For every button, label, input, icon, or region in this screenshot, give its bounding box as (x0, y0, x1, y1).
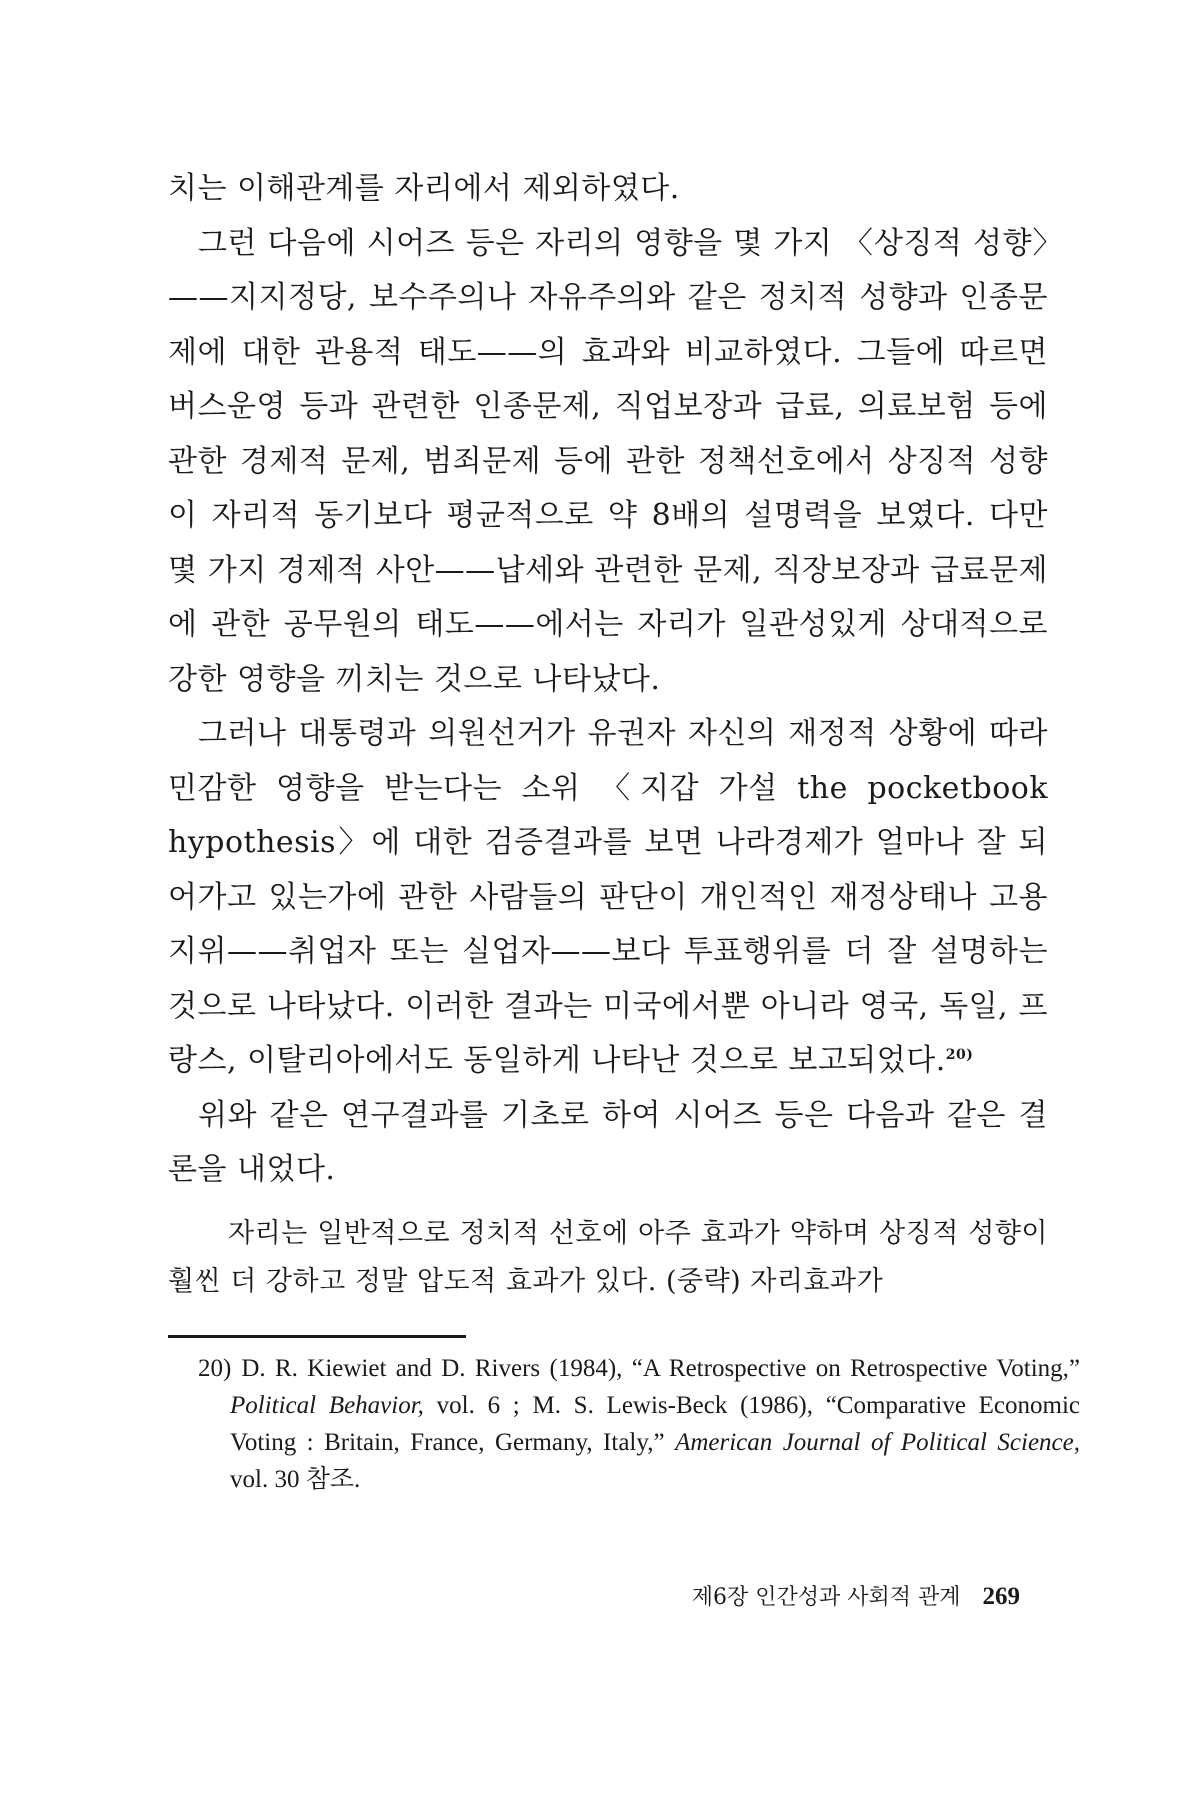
footnote-number: 20) (198, 1355, 232, 1382)
footnote-text: vol. 6 ; M. S. Lewis-Beck (1986), “Comparative Economic Voting : Britain, France, Germany, Italy,” (230, 1392, 1080, 1456)
running-footer (692, 1580, 1020, 1611)
block-quote: 자리는 일반적으로 정치적 선호에 아주 효과가 약하며 상징적 성향이 훨씬 더 강하고 정말 압도적 효과가 있다. (중략) 자리효과가 (168, 1218, 1048, 1297)
paragraph: 위와 같은 연구결과를 기초로 하여 시어즈 등은 다음과 같은 결론을 내었다. (168, 1097, 1048, 1187)
paragraph: 그런 다음에 시어즈 등은 자리의 영향을 몇 가지 〈상징적 성향〉——지지정당, 보수주의나 자유주의와 같은 정치적 성향과 인종문제에 대한 관용적 태도——의 효과와 비교하였다. 그들에 따르면 버스운영 등과 관련한 인종문제, 직업보장과 급료, 의료보험 등에 관한 경제적 문제, 범죄문제 등에 관한 정책선호에서 상징적 성향이 자리적 동기보다 평균적으로 약 8배의 설명력을 보였다. 다만 몇 가지 경제적 사안——납세와 관련한 문제, 직장보장과 급료문제에 관한 공무원의 태도——에서는 자리가 일관성있게 상대적으로 강한 영향을 끼치는 것으로 나타났다. (168, 225, 1048, 697)
chapter-title: 제6장 인간성과 사회적 관계 (691, 1585, 961, 1610)
footnote-reference: 20) (945, 1047, 974, 1063)
page-number: 269 (982, 1583, 1020, 1610)
main-text (168, 162, 1048, 1198)
journal-title: American Journal of Political Science, (675, 1429, 1080, 1456)
journal-title: Political Behavior, (230, 1392, 424, 1419)
paragraph: 치는 이해관계를 자리에서 제외하였다. (168, 171, 680, 206)
footnote (198, 1350, 1080, 1498)
paragraph (168, 707, 1048, 1089)
footnote-divider (168, 1335, 466, 1338)
footnote-text: vol. 30 참조. (230, 1466, 361, 1493)
paragraph-text: 그러나 대통령과 의원선거가 유권자 자신의 재정적 상황에 따라 민감한 영향을 받는다는 소위 〈지갑 가설 the pocketbook hypothesis〉에 대한 검증결과를 보면 나라경제가 얼마나 잘 되어가고 있는가에 관한 사람들의 판단이 개인적인 재정상태나 고용지위——취업자 또는 실업자——보다 투표행위를 더 잘 설명하는 것으로 나타났다. 이러한 결과는 미국에서뿐 아니라 영국, 독일, 프랑스, 이탈리아에서도 동일하게 나타난 것으로 보고되었다. (168, 716, 1048, 1078)
footnote-text: D. R. Kiewiet and D. Rivers (1984), “A Retrospective on Retrospective Voting,” (241, 1355, 1080, 1382)
